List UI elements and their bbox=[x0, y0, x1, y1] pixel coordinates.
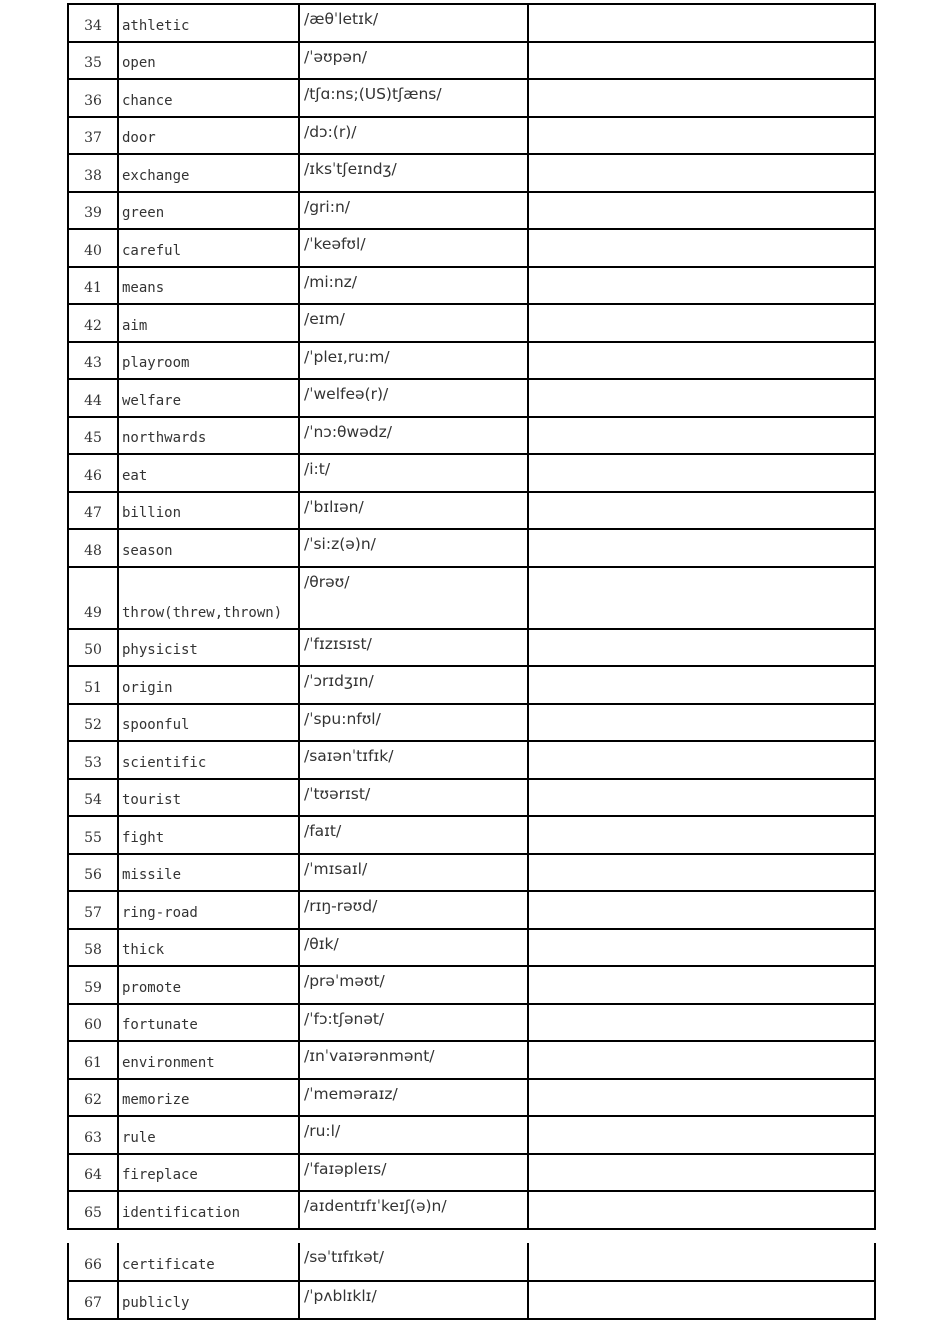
meaning-cell bbox=[528, 342, 875, 380]
word-cell: environment bbox=[118, 1041, 299, 1079]
word-cell: fortunate bbox=[118, 1004, 299, 1042]
phonetic-cell: /ˈfaɪəpleɪs/ bbox=[299, 1154, 528, 1192]
word-cell: certificate bbox=[118, 1243, 299, 1281]
table-row bbox=[68, 741, 875, 779]
table-row bbox=[68, 1154, 875, 1192]
table-row bbox=[68, 1281, 875, 1319]
phonetic-cell: /ˈpleɪ,ru:m/ bbox=[299, 342, 528, 380]
row-number: 43 bbox=[68, 342, 118, 380]
vocabulary-table-bottom bbox=[67, 1243, 876, 1320]
word-cell: open bbox=[118, 42, 299, 80]
row-number: 49 bbox=[68, 567, 118, 629]
meaning-cell bbox=[528, 1079, 875, 1117]
table-row bbox=[68, 79, 875, 117]
phonetic-cell: /prəˈməʊt/ bbox=[299, 966, 528, 1004]
word-cell: scientific bbox=[118, 741, 299, 779]
word-cell: billion bbox=[118, 492, 299, 530]
word-cell: fight bbox=[118, 816, 299, 854]
phonetic-cell: /faɪt/ bbox=[299, 816, 528, 854]
meaning-cell bbox=[528, 529, 875, 567]
phonetic-cell: /ru:l/ bbox=[299, 1116, 528, 1154]
row-number: 52 bbox=[68, 704, 118, 742]
row-number: 65 bbox=[68, 1191, 118, 1229]
meaning-cell bbox=[528, 42, 875, 80]
row-number: 36 bbox=[68, 79, 118, 117]
meaning-cell bbox=[528, 229, 875, 267]
table-row bbox=[68, 379, 875, 417]
row-number: 35 bbox=[68, 42, 118, 80]
word-cell: welfare bbox=[118, 379, 299, 417]
table-row bbox=[68, 454, 875, 492]
meaning-cell bbox=[528, 117, 875, 155]
meaning-cell bbox=[528, 891, 875, 929]
word-cell: door bbox=[118, 117, 299, 155]
table-row bbox=[68, 1079, 875, 1117]
word-cell: promote bbox=[118, 966, 299, 1004]
table-row bbox=[68, 229, 875, 267]
table-row bbox=[68, 704, 875, 742]
phonetic-cell: /rɪŋ-rəʊd/ bbox=[299, 891, 528, 929]
word-cell: memorize bbox=[118, 1079, 299, 1117]
phonetic-cell: /ˈfɔ:tʃənət/ bbox=[299, 1004, 528, 1042]
phonetic-cell: /ˈpʌblɪklɪ/ bbox=[299, 1281, 528, 1319]
row-number: 42 bbox=[68, 304, 118, 342]
table-row bbox=[68, 567, 875, 629]
meaning-cell bbox=[528, 304, 875, 342]
word-cell: missile bbox=[118, 854, 299, 892]
row-number: 64 bbox=[68, 1154, 118, 1192]
phonetic-cell: /saɪənˈtɪfɪk/ bbox=[299, 741, 528, 779]
word-cell: physicist bbox=[118, 629, 299, 667]
row-number: 50 bbox=[68, 629, 118, 667]
table-row bbox=[68, 816, 875, 854]
meaning-cell bbox=[528, 379, 875, 417]
row-number: 66 bbox=[68, 1243, 118, 1281]
meaning-cell bbox=[528, 1154, 875, 1192]
word-cell: careful bbox=[118, 229, 299, 267]
row-number: 54 bbox=[68, 779, 118, 817]
word-cell: green bbox=[118, 192, 299, 230]
word-cell: identification bbox=[118, 1191, 299, 1229]
row-number: 57 bbox=[68, 891, 118, 929]
meaning-cell bbox=[528, 1041, 875, 1079]
word-cell: ring-road bbox=[118, 891, 299, 929]
table-row bbox=[68, 629, 875, 667]
phonetic-cell: /ˈspu:nfʊl/ bbox=[299, 704, 528, 742]
meaning-cell bbox=[528, 4, 875, 42]
word-cell: eat bbox=[118, 454, 299, 492]
row-number: 51 bbox=[68, 666, 118, 704]
row-number: 38 bbox=[68, 154, 118, 192]
row-number: 45 bbox=[68, 417, 118, 455]
row-number: 56 bbox=[68, 854, 118, 892]
word-cell: fireplace bbox=[118, 1154, 299, 1192]
phonetic-cell: /dɔ:(r)/ bbox=[299, 117, 528, 155]
row-number: 58 bbox=[68, 929, 118, 967]
meaning-cell bbox=[528, 704, 875, 742]
row-number: 61 bbox=[68, 1041, 118, 1079]
table-row bbox=[68, 966, 875, 1004]
phonetic-cell: /θrəʊ/ bbox=[299, 567, 528, 629]
word-cell: throw(threw,thrown) bbox=[118, 567, 299, 629]
table-row bbox=[68, 417, 875, 455]
meaning-cell bbox=[528, 454, 875, 492]
row-number: 59 bbox=[68, 966, 118, 1004]
vocabulary-table-top bbox=[67, 3, 876, 1230]
phonetic-cell: /ˈwelfeə(r)/ bbox=[299, 379, 528, 417]
word-cell: spoonful bbox=[118, 704, 299, 742]
phonetic-cell: /mi:nz/ bbox=[299, 267, 528, 305]
row-number: 53 bbox=[68, 741, 118, 779]
meaning-cell bbox=[528, 1004, 875, 1042]
row-number: 41 bbox=[68, 267, 118, 305]
phonetic-cell: /ˈfɪzɪsɪst/ bbox=[299, 629, 528, 667]
word-cell: aim bbox=[118, 304, 299, 342]
table-row bbox=[68, 192, 875, 230]
table-row bbox=[68, 1243, 875, 1281]
phonetic-cell: /ˈəʊpən/ bbox=[299, 42, 528, 80]
phonetic-cell: /i:t/ bbox=[299, 454, 528, 492]
row-number: 40 bbox=[68, 229, 118, 267]
word-cell: rule bbox=[118, 1116, 299, 1154]
phonetic-cell: /tʃɑ:ns;(US)tʃæns/ bbox=[299, 79, 528, 117]
table-row bbox=[68, 529, 875, 567]
meaning-cell bbox=[528, 854, 875, 892]
table-row bbox=[68, 891, 875, 929]
table-row bbox=[68, 304, 875, 342]
row-number: 60 bbox=[68, 1004, 118, 1042]
table-row bbox=[68, 1116, 875, 1154]
row-number: 62 bbox=[68, 1079, 118, 1117]
meaning-cell bbox=[528, 79, 875, 117]
row-number: 46 bbox=[68, 454, 118, 492]
table-row bbox=[68, 492, 875, 530]
table-row bbox=[68, 666, 875, 704]
word-cell: exchange bbox=[118, 154, 299, 192]
meaning-cell bbox=[528, 192, 875, 230]
phonetic-cell: /ˈmɪsaɪl/ bbox=[299, 854, 528, 892]
word-cell: athletic bbox=[118, 4, 299, 42]
table-row bbox=[68, 779, 875, 817]
phonetic-cell: /ˈɔrɪdʒɪn/ bbox=[299, 666, 528, 704]
row-number: 55 bbox=[68, 816, 118, 854]
row-number: 47 bbox=[68, 492, 118, 530]
table-row bbox=[68, 1041, 875, 1079]
word-cell: season bbox=[118, 529, 299, 567]
meaning-cell bbox=[528, 1281, 875, 1319]
phonetic-cell: /ˈsi:z(ə)n/ bbox=[299, 529, 528, 567]
phonetic-cell: /ˈnɔ:θwədz/ bbox=[299, 417, 528, 455]
row-number: 34 bbox=[68, 4, 118, 42]
row-number: 37 bbox=[68, 117, 118, 155]
meaning-cell bbox=[528, 267, 875, 305]
meaning-cell bbox=[528, 666, 875, 704]
phonetic-cell: /aɪdentɪfɪˈkeɪʃ(ə)n/ bbox=[299, 1191, 528, 1229]
word-cell: origin bbox=[118, 666, 299, 704]
table-row bbox=[68, 42, 875, 80]
phonetic-cell: /æθˈletɪk/ bbox=[299, 4, 528, 42]
word-cell: northwards bbox=[118, 417, 299, 455]
meaning-cell bbox=[528, 1191, 875, 1229]
phonetic-cell: /ɪksˈtʃeɪndʒ/ bbox=[299, 154, 528, 192]
meaning-cell bbox=[528, 929, 875, 967]
meaning-cell bbox=[528, 417, 875, 455]
table-row bbox=[68, 117, 875, 155]
word-cell: tourist bbox=[118, 779, 299, 817]
phonetic-cell: /θɪk/ bbox=[299, 929, 528, 967]
table-row bbox=[68, 342, 875, 380]
row-number: 48 bbox=[68, 529, 118, 567]
phonetic-cell: /ˈmeməraɪz/ bbox=[299, 1079, 528, 1117]
phonetic-cell: /səˈtɪfɪkət/ bbox=[299, 1243, 528, 1281]
table-row bbox=[68, 1004, 875, 1042]
word-cell: publicly bbox=[118, 1281, 299, 1319]
table-row bbox=[68, 154, 875, 192]
row-number: 39 bbox=[68, 192, 118, 230]
meaning-cell bbox=[528, 779, 875, 817]
meaning-cell bbox=[528, 492, 875, 530]
phonetic-cell: /ˈtʊərɪst/ bbox=[299, 779, 528, 817]
table-row bbox=[68, 4, 875, 42]
row-number: 44 bbox=[68, 379, 118, 417]
word-cell: means bbox=[118, 267, 299, 305]
phonetic-cell: /ˈbɪlɪən/ bbox=[299, 492, 528, 530]
meaning-cell bbox=[528, 629, 875, 667]
table-row bbox=[68, 854, 875, 892]
meaning-cell bbox=[528, 966, 875, 1004]
word-cell: chance bbox=[118, 79, 299, 117]
table-row bbox=[68, 267, 875, 305]
word-cell: playroom bbox=[118, 342, 299, 380]
phonetic-cell: /eɪm/ bbox=[299, 304, 528, 342]
row-number: 63 bbox=[68, 1116, 118, 1154]
phonetic-cell: /gri:n/ bbox=[299, 192, 528, 230]
meaning-cell bbox=[528, 741, 875, 779]
meaning-cell bbox=[528, 816, 875, 854]
meaning-cell bbox=[528, 1116, 875, 1154]
word-cell: thick bbox=[118, 929, 299, 967]
meaning-cell bbox=[528, 154, 875, 192]
table-row bbox=[68, 1191, 875, 1229]
phonetic-cell: /ɪnˈvaɪərənmənt/ bbox=[299, 1041, 528, 1079]
table-row bbox=[68, 929, 875, 967]
row-number: 67 bbox=[68, 1281, 118, 1319]
meaning-cell bbox=[528, 1243, 875, 1281]
meaning-cell bbox=[528, 567, 875, 629]
phonetic-cell: /ˈkeəfʊl/ bbox=[299, 229, 528, 267]
